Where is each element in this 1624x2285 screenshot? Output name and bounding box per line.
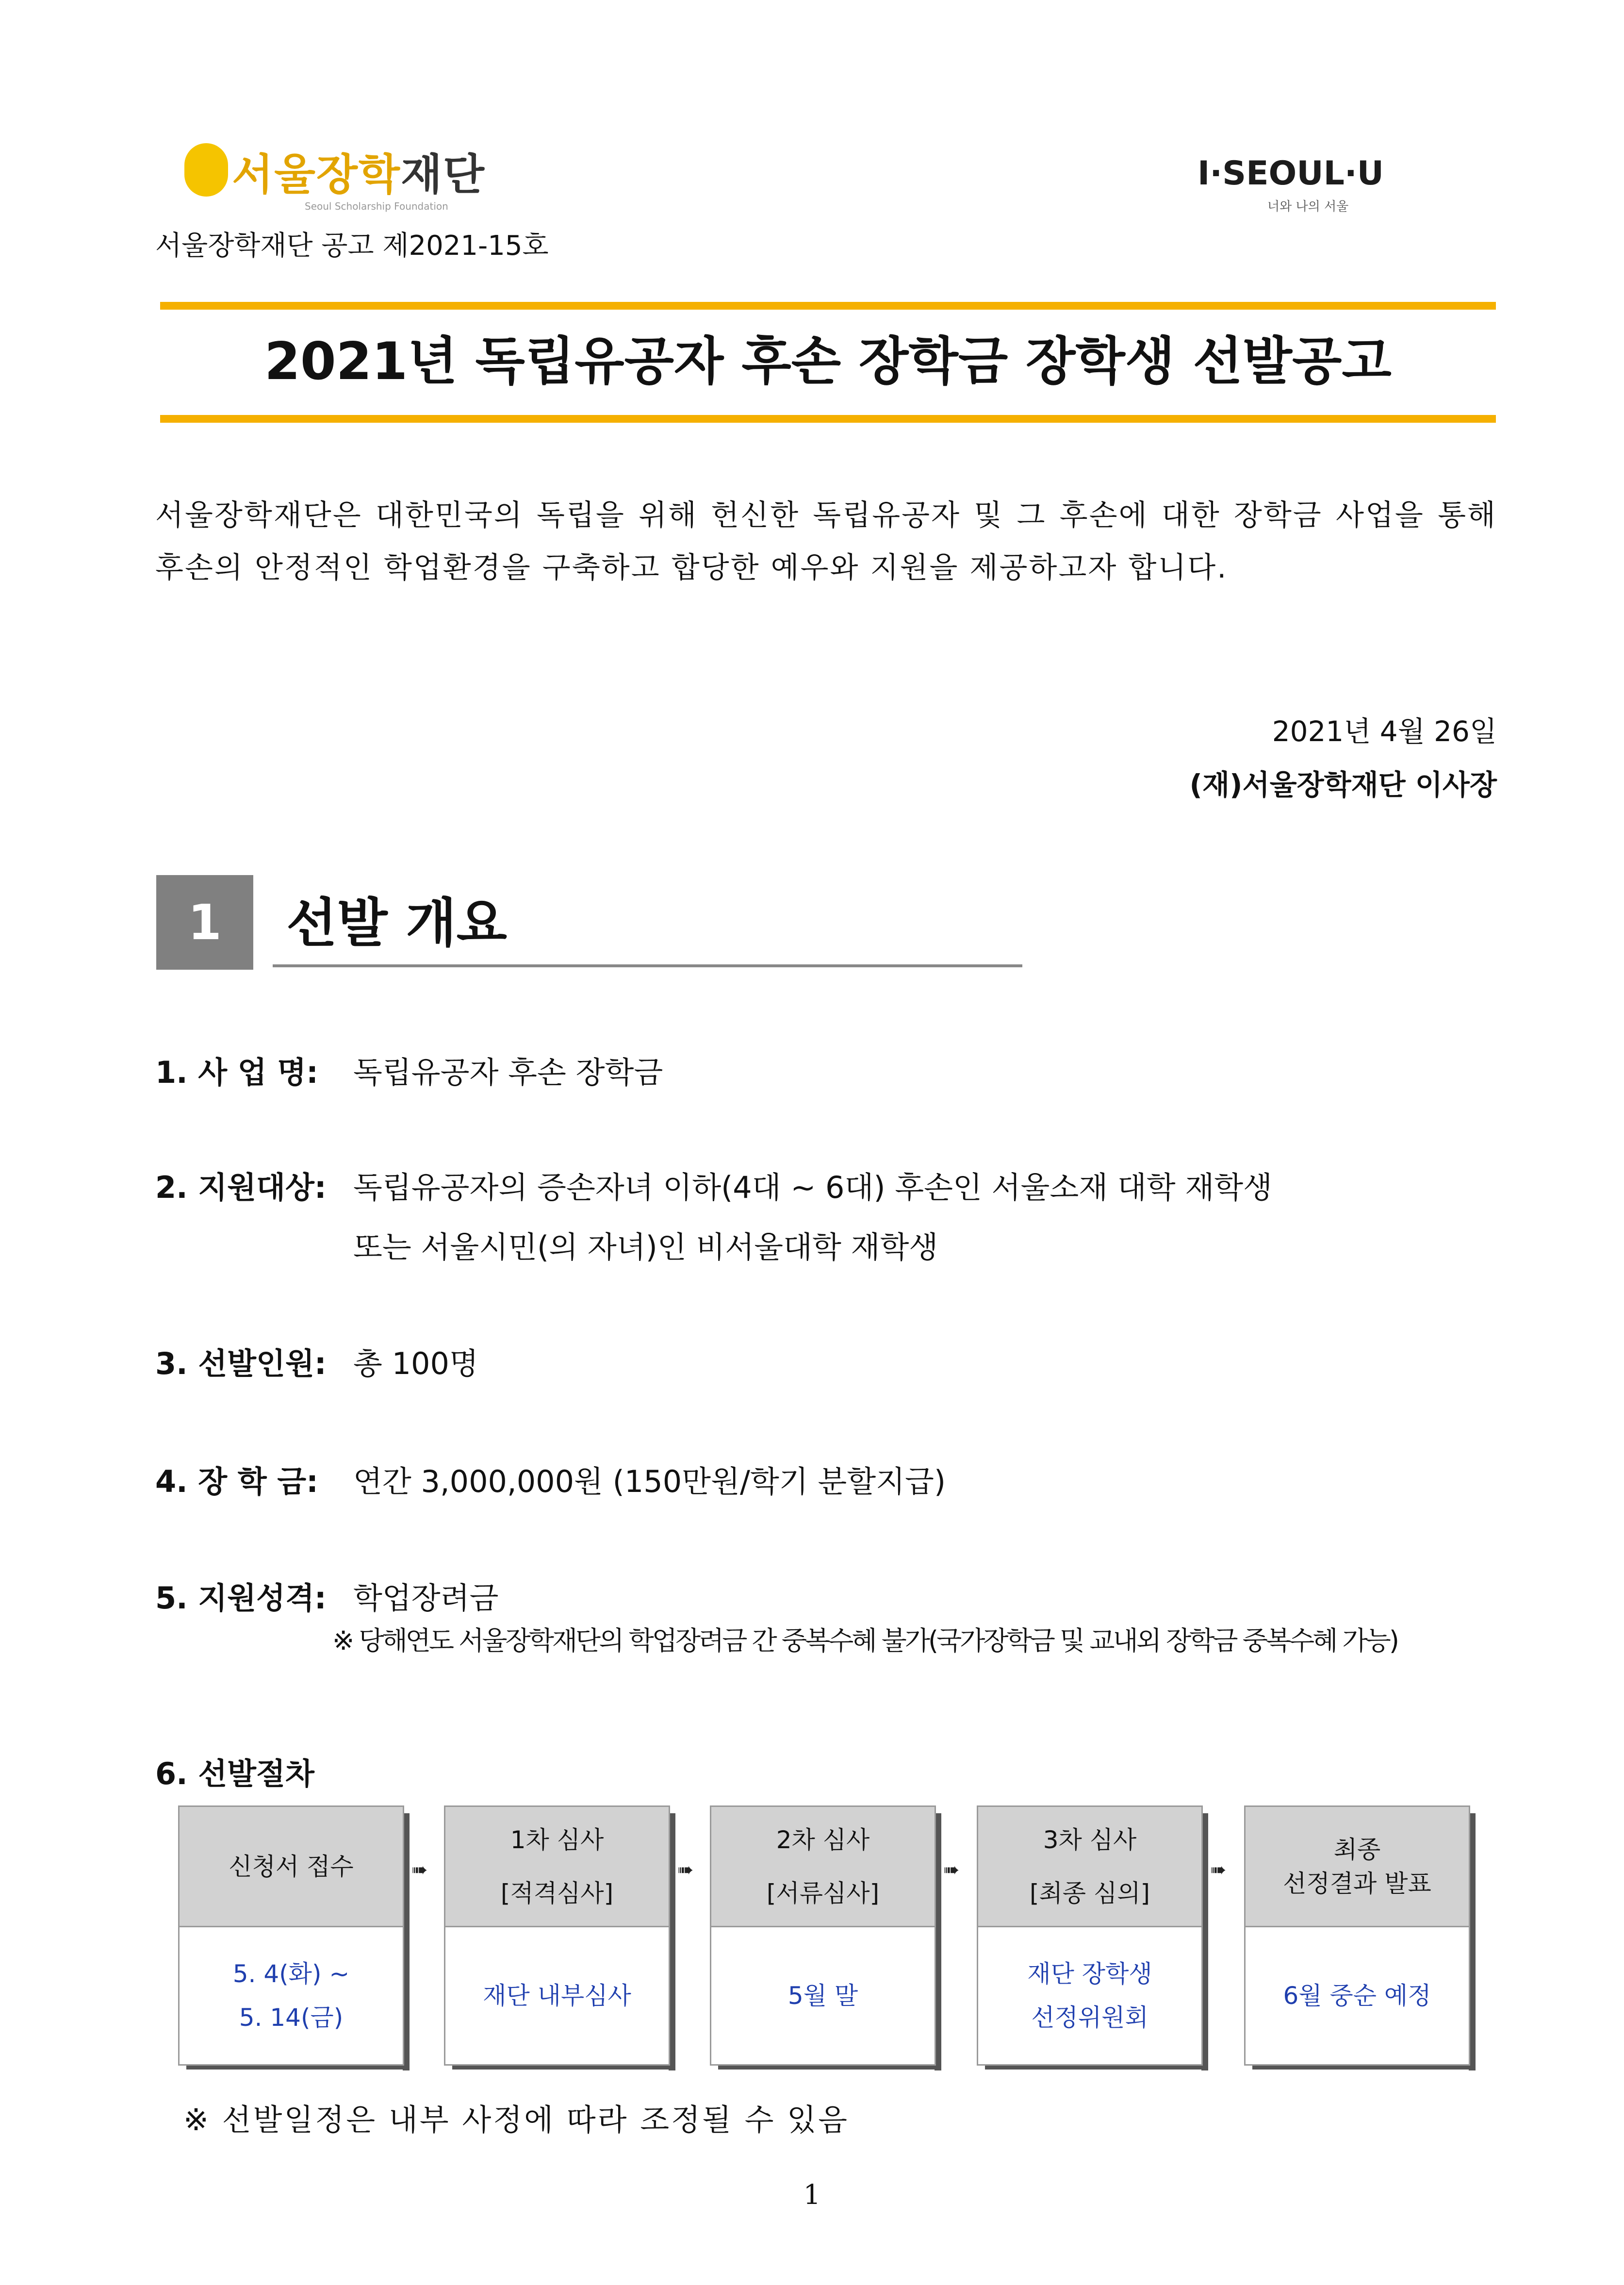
intro-paragraph: 서울장학재단은 대한민국의 독립을 위해 헌신한 독립유공자 및 그 후손에 대한 장학금 사업을 통해 후손의 안정적인 학업환경을 구축하고 합당한 예우와 지원을 제공하고자 합니다. [155, 498, 1497, 585]
iseoulu-logo: I·SEOUL·U [1197, 154, 1384, 193]
item-nature [155, 1574, 499, 1617]
notice-number: 서울장학재단 공고 제2021-15호 [155, 230, 549, 262]
item-label: 6. 선발절차 [155, 1756, 314, 1791]
duplicate-benefit-note: ※ 당해연도 서울장학재단의 학업장려금 간 중복수혜 불가(국가장학금 및 교내외 장학금 중복수혜 가능) [332, 1625, 1397, 1656]
flow-step-second-review [710, 1805, 936, 2066]
item-target-continued: 또는 서울시민(의 자녀)인 비서울대학 재학생 [353, 1229, 938, 1265]
arrow-icon: ➠ [1210, 1859, 1227, 1881]
foundation-logo-subtitle: Seoul Scholarship Foundation [305, 200, 448, 212]
step-header: 1차 심사 [적격심사] [445, 1807, 669, 1927]
notice-date: 2021년 4월 26일 [1272, 715, 1497, 748]
item-label: 1. 사 업 명: [155, 1055, 318, 1090]
step-body: 6월 중순 예정 [1283, 1982, 1431, 2010]
title-rule-bottom [160, 415, 1496, 423]
item-value: 연간 3,000,000원 (150만원/학기 분할지급) [353, 1464, 946, 1499]
step-body: 5. 4(화) ~ 5. 14(금) [232, 1960, 350, 2032]
page-title: 2021년 독립유공자 후손 장학금 장학생 선발공고 [264, 331, 1392, 391]
item-value: 총 100명 [353, 1346, 478, 1381]
item-value: 학업장려금 [353, 1580, 499, 1616]
arrow-icon: ➠ [411, 1859, 428, 1881]
item-label: 2. 지원대상: [155, 1170, 327, 1205]
arrow-icon: ➠ [943, 1859, 960, 1881]
iseoulu-subtitle: 너와 나의 서울 [1267, 199, 1349, 214]
flow-step-first-review [444, 1805, 670, 2066]
section-underline [273, 964, 1022, 967]
step-body: 재단 장학생 선정위원회 [1027, 1960, 1152, 2032]
step-header: 3차 심사 [최종 심의] [978, 1807, 1201, 1927]
item-headcount [155, 1340, 478, 1383]
arrow-icon: ➠ [677, 1859, 694, 1881]
item-value: 독립유공자 후손 장학금 [353, 1055, 663, 1090]
section-title: 선발 개요 [286, 893, 507, 954]
step-body: 재단 내부심사 [483, 1982, 631, 2010]
notice-signer: (재)서울장학재단 이사장 [1189, 768, 1497, 801]
item-label: 4. 장 학 금: [155, 1464, 318, 1499]
item-label: 3. 선발인원: [155, 1346, 327, 1381]
step-header: 신청서 접수 [180, 1807, 403, 1927]
item-label: 5. 지원성격: [155, 1580, 327, 1616]
item-target [155, 1163, 1273, 1207]
step-body: 5월 말 [787, 1982, 858, 2010]
flow-step-third-review [977, 1805, 1203, 2066]
foundation-logo-icon [184, 143, 228, 197]
schedule-note: ※ 선발일정은 내부 사정에 따라 조정될 수 있음 [183, 2102, 849, 2137]
item-value: 독립유공자의 증손자녀 이하(4대 ~ 6대) 후손인 서울소재 대학 재학생 [353, 1170, 1273, 1205]
flow-step-final-announcement [1244, 1805, 1470, 2066]
step-header: 2차 심사 [서류심사] [711, 1807, 935, 1927]
section-number: 1 [156, 875, 253, 970]
item-amount [155, 1457, 946, 1501]
step-header: 최종 선정결과 발표 [1246, 1807, 1469, 1927]
item-procedure [155, 1750, 314, 1793]
item-business-name [155, 1048, 663, 1092]
foundation-logo: 서울장학재단 [232, 149, 486, 199]
title-rule-top [160, 302, 1496, 310]
flow-step-application [178, 1805, 404, 2066]
page-number: 1 [803, 2179, 821, 2211]
